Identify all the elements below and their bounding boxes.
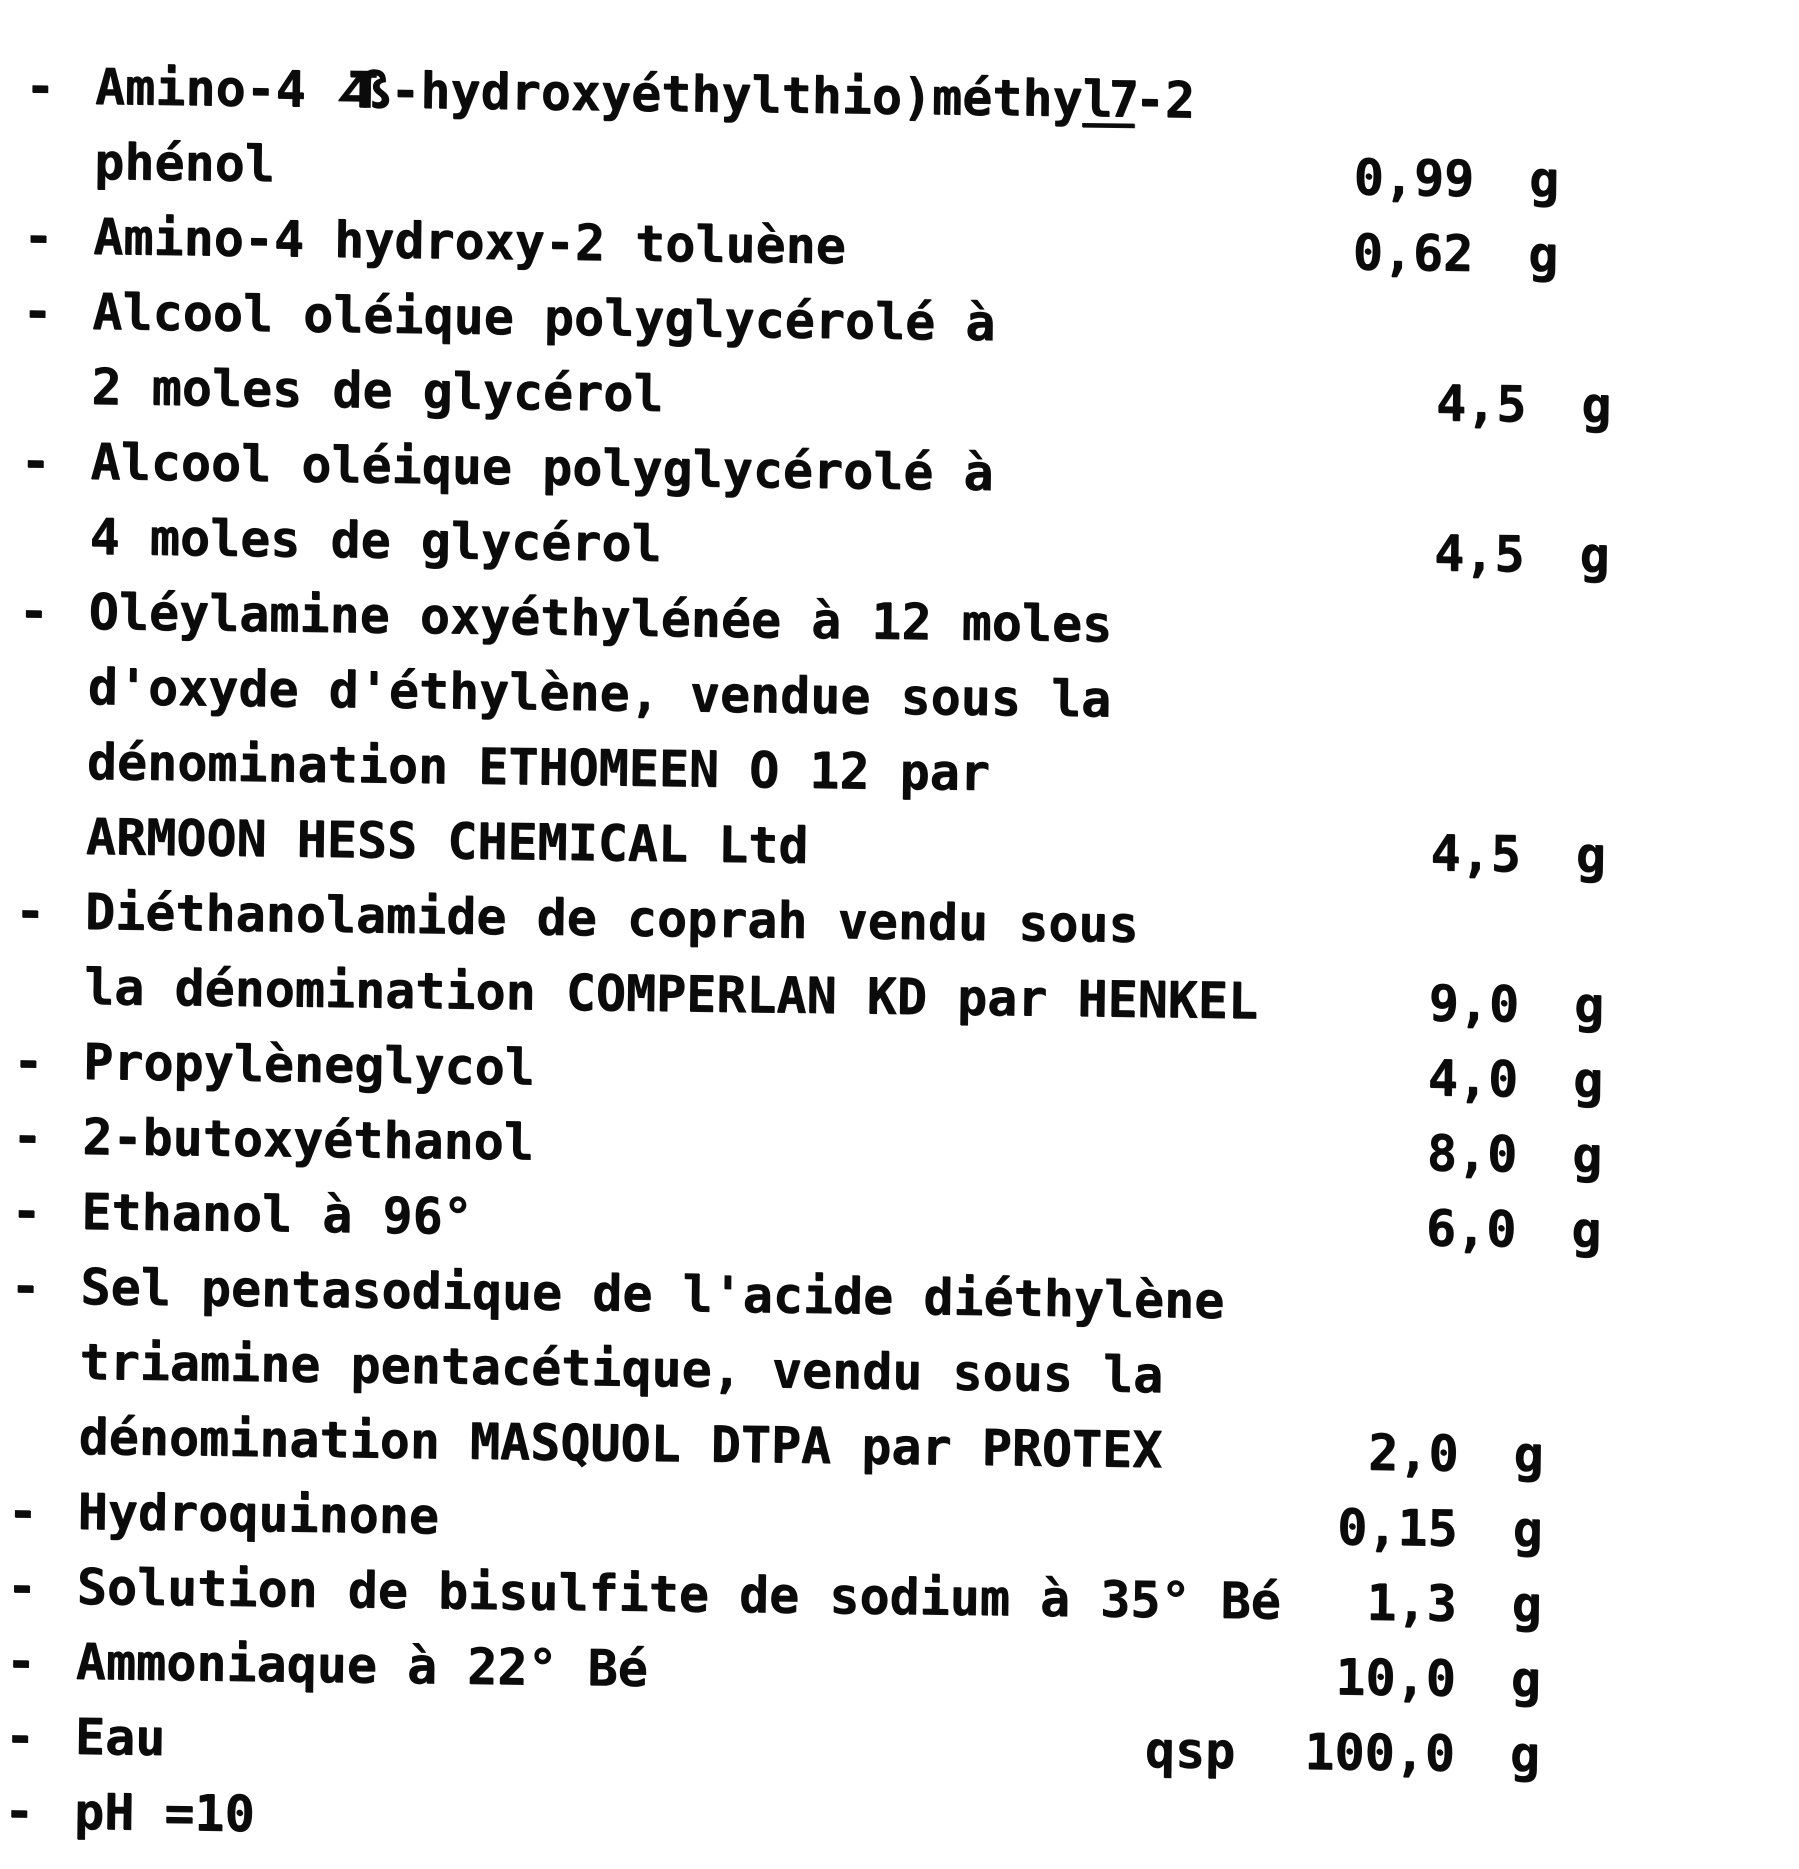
- qsp-label: qsp: [1144, 1720, 1236, 1780]
- bullet-dash: -: [20, 432, 51, 491]
- ingredient-text: Propylèneglycol: [82, 1032, 535, 1097]
- unit-label: g: [1511, 1575, 1543, 1634]
- quantity-value: 4,5: [1430, 824, 1522, 884]
- bullet-dash: -: [14, 882, 46, 941]
- quantity-value: 0,62: [1352, 223, 1474, 283]
- quantity-value: 10,0: [1334, 1648, 1457, 1708]
- unit-label: g: [1512, 1500, 1543, 1559]
- ingredient-text: Hydroquinone: [77, 1482, 440, 1546]
- unit-label: g: [1527, 225, 1559, 284]
- ingredient-text: Alcool oléique polyglycérolé à: [90, 432, 994, 502]
- bullet-dash: -: [21, 282, 53, 341]
- quantity-value: 2,0: [1367, 1423, 1459, 1483]
- quantity-value: 9,0: [1428, 974, 1520, 1034]
- bullet-dash: -: [22, 207, 54, 266]
- unit-label: g: [1579, 526, 1610, 585]
- bullet-dash: -: [7, 1481, 39, 1541]
- typed-close-bracket: l7: [1082, 70, 1136, 129]
- quantity-value: 4,5: [1435, 374, 1527, 434]
- bullet-dash: -: [18, 582, 50, 641]
- continuation-text: phénol: [93, 132, 276, 194]
- quantity-value: 4,0: [1427, 1049, 1519, 1109]
- ingredient-text: Oléylamine oxyéthylénée à 12 moles: [88, 582, 1113, 654]
- continuation-text: d'oxyde d'éthylène, vendue sous la: [87, 657, 1112, 729]
- quantity-value: 0,15: [1336, 1498, 1458, 1558]
- quantity-value: 4,5: [1433, 524, 1525, 584]
- continuation-text: triamine pentacétique, vendu sous la: [79, 1332, 1164, 1405]
- quantity-value: 100,0: [1303, 1722, 1456, 1783]
- unit-label: g: [1509, 1725, 1541, 1784]
- continuation-text: 4 moles de glycérol: [89, 507, 662, 573]
- ingredient-text: Ammoniaque à 22° Bé: [75, 1632, 649, 1698]
- bullet-dash: -: [10, 1182, 42, 1241]
- ingredient-text: Ethanol à 96°: [80, 1182, 473, 1246]
- bullet-dash: -: [4, 1706, 36, 1766]
- unit-label: g: [1573, 976, 1605, 1035]
- continuation-text: la dénomination COMPERLAN KD par HENKEL: [83, 957, 1259, 1031]
- unit-label: g: [1572, 1051, 1604, 1110]
- text-segment: -2: [1134, 70, 1196, 130]
- unit-label: g: [1510, 1650, 1542, 1709]
- ingredient-text: Amino-4 hydroxy-2 toluène: [92, 207, 847, 276]
- continuation-text: dénomination ETHOMEEN O 12 par: [86, 732, 991, 802]
- ingredient-text: [95, 50, 1196, 138]
- bullet-dash: -: [6, 1556, 38, 1616]
- text-segment: ß-hydroxyéthylthio)méthy: [359, 61, 1083, 129]
- bullet-dash: -: [12, 1032, 44, 1091]
- ingredient-text: Sel pentasodique de l'acide diéthylène: [80, 1257, 1225, 1330]
- ingredient-text: Alcool oléique polyglycérolé à: [91, 282, 996, 352]
- bullet-dash: -: [24, 57, 56, 116]
- unit-label: g: [1528, 150, 1560, 209]
- continuation-text: dénomination MASQUOL DTPA par PROTEX: [78, 1407, 1163, 1480]
- quantity-value: 0,99: [1353, 148, 1475, 208]
- unit-label: g: [1580, 376, 1612, 435]
- unit-label: g: [1570, 1201, 1602, 1260]
- bullet-dash: -: [10, 1256, 41, 1316]
- unit-label: g: [1513, 1425, 1544, 1484]
- quantity-value: 8,0: [1426, 1124, 1518, 1184]
- ingredient-text: Solution de bisulfite de sodium à 35° Bé: [76, 1557, 1282, 1631]
- continuation-text: 2 moles de glycérol: [91, 357, 664, 423]
- bullet-dash: -: [3, 1781, 35, 1841]
- ingredient-text: Diéthanolamide de coprah vendu sous: [84, 882, 1139, 954]
- text-segment: Amino-4: [94, 57, 337, 119]
- ingredient-text: 2-butoxyéthanol: [81, 1107, 535, 1172]
- ingredient-text: Eau: [74, 1707, 166, 1767]
- bullet-dash: -: [11, 1107, 43, 1166]
- formulation-list: [0, 49, 1680, 1869]
- unit-label: g: [1575, 826, 1607, 885]
- continuation-text: ARMOON HESS CHEMICAL Ltd: [85, 807, 809, 875]
- ph-text: pH =10: [73, 1782, 255, 1844]
- quantity-value: 1,3: [1365, 1573, 1457, 1633]
- unit-label: g: [1571, 1126, 1603, 1185]
- bullet-dash: -: [5, 1631, 37, 1691]
- quantity-value: 6,0: [1425, 1199, 1517, 1259]
- typed-open-bracket: ∠T: [335, 60, 361, 120]
